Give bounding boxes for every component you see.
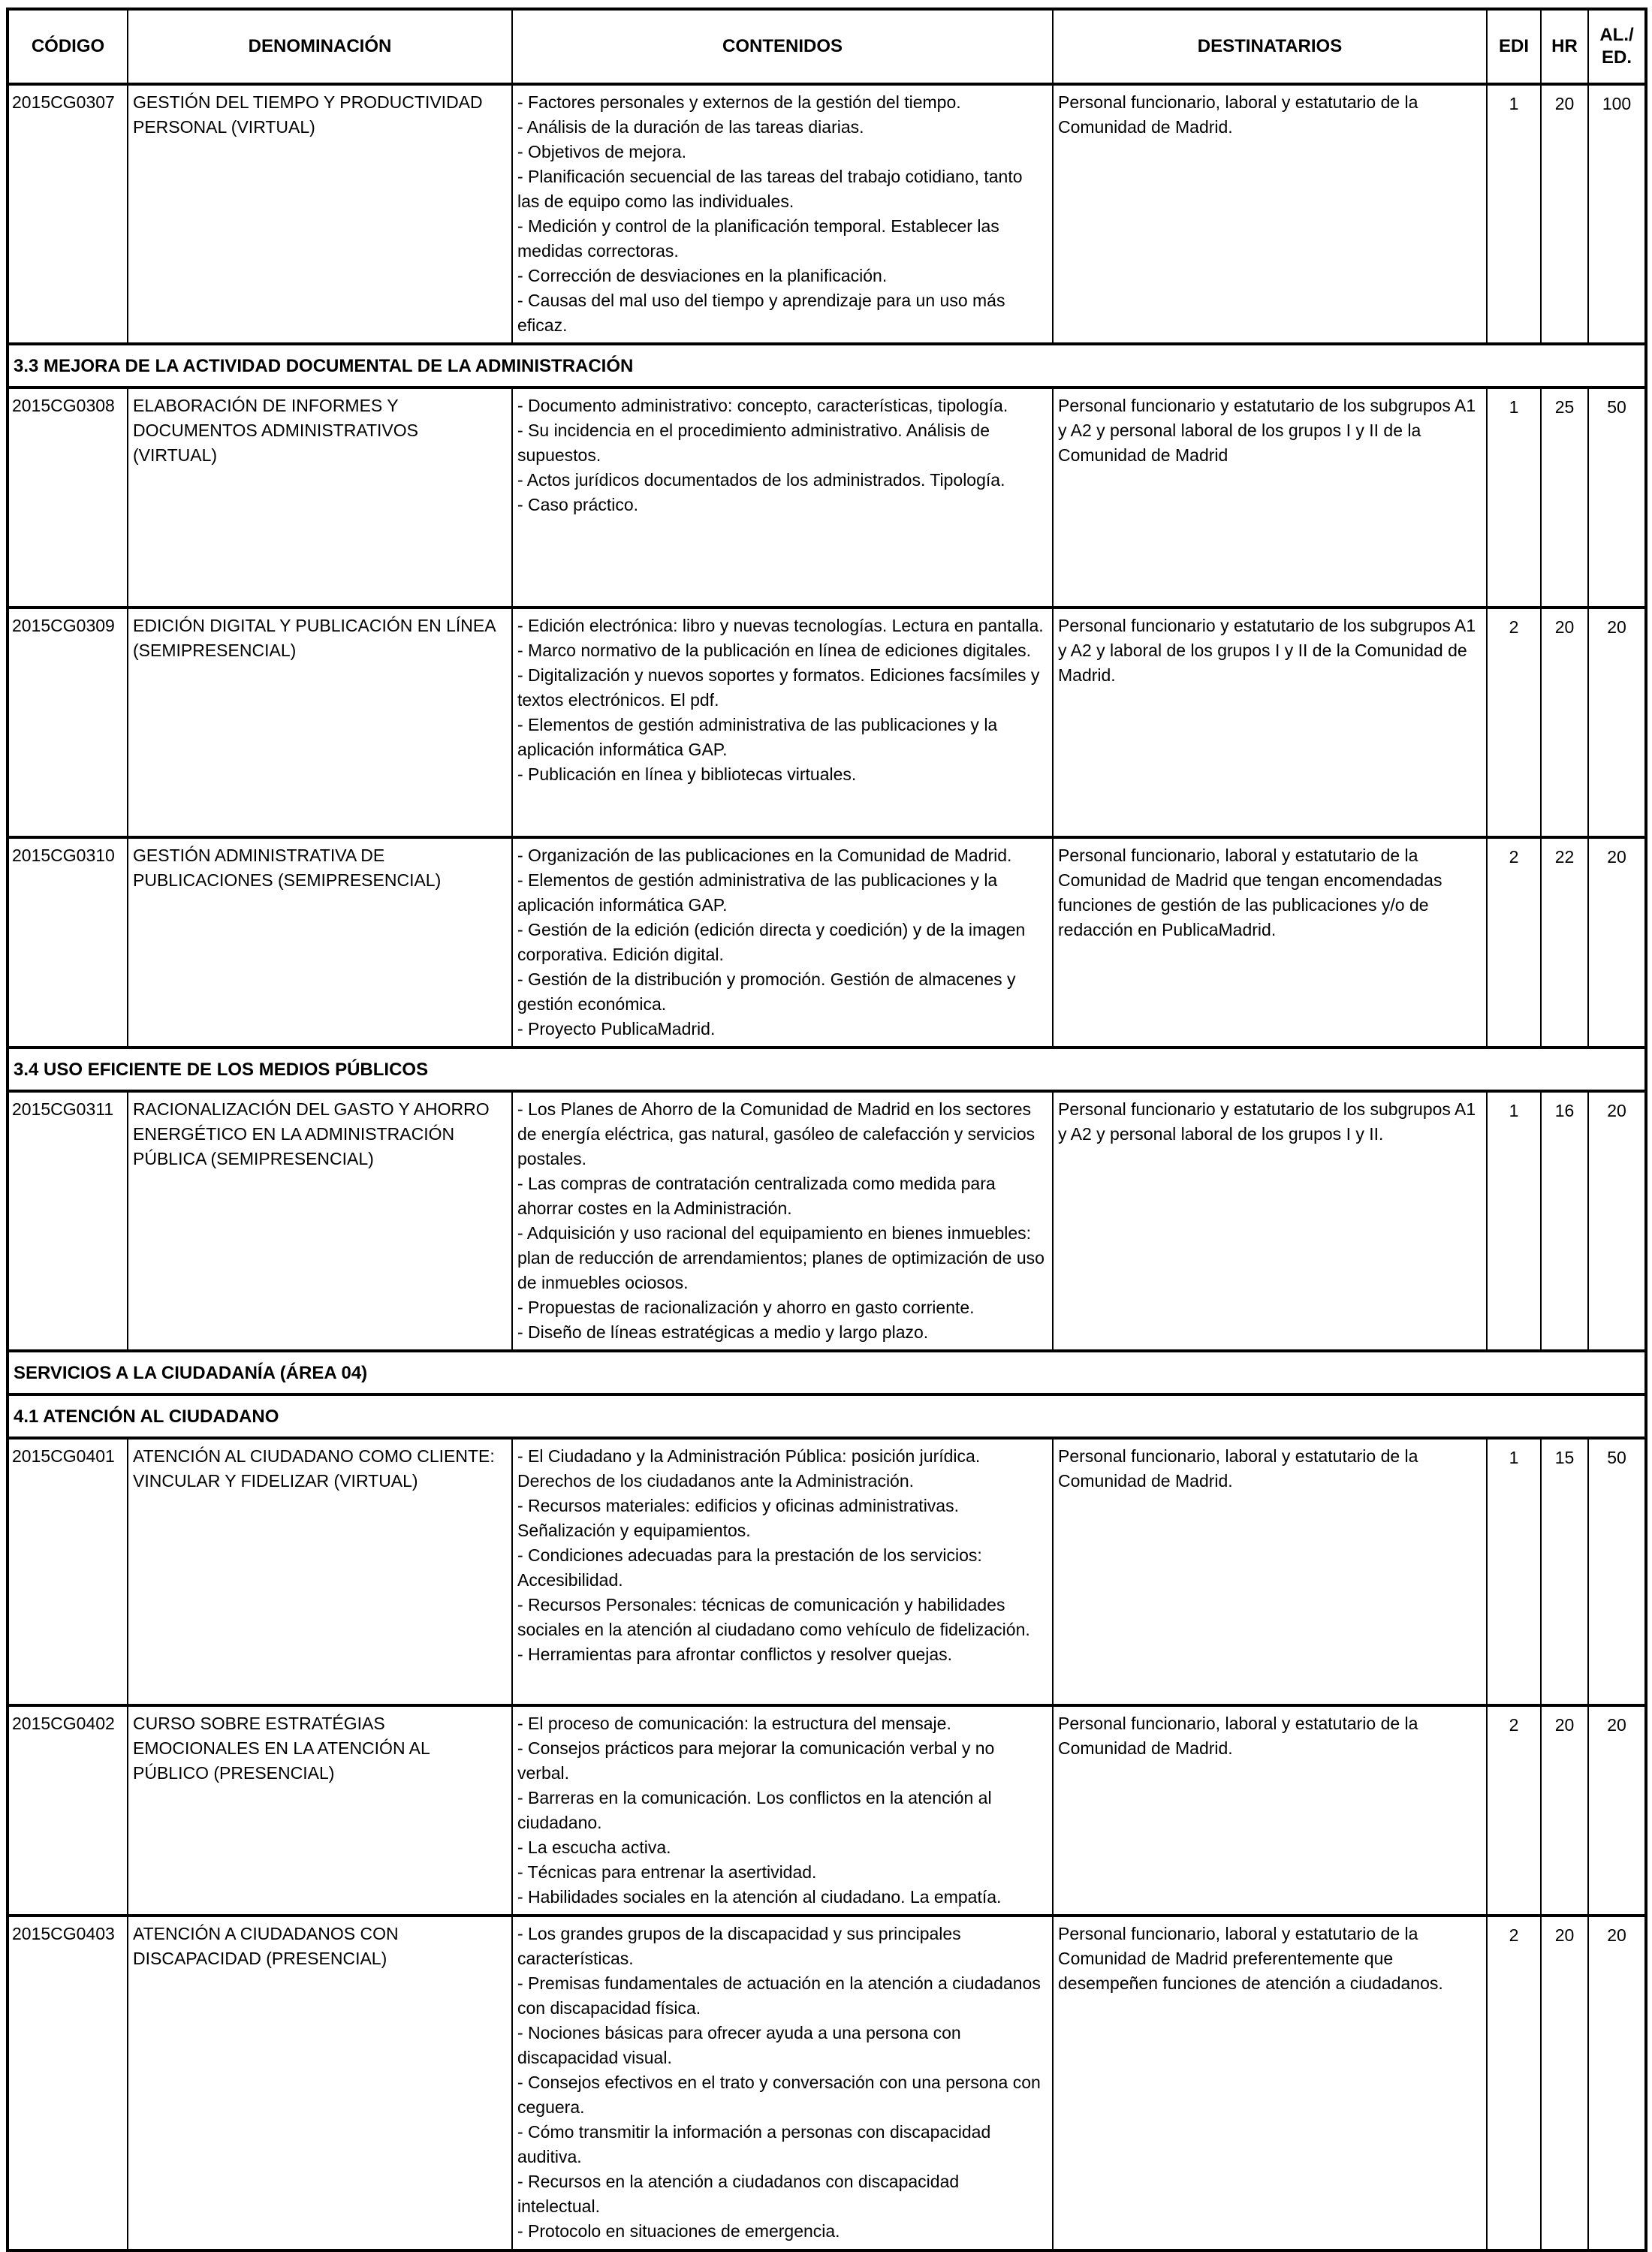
- section-row: [8, 1394, 1646, 1438]
- content-item: - El proceso de comunicación: la estructura del mensaje.: [517, 1714, 951, 1733]
- course-row: [8, 387, 1646, 607]
- content-item: - Factores personales y externos de la gestión del tiempo.: [517, 92, 961, 112]
- header-cell-al-ed: AL./ ED.: [1588, 9, 1646, 84]
- course-contents: [512, 1438, 1053, 1705]
- course-al-ed: 20: [1588, 1091, 1646, 1351]
- course-title: GESTIÓN ADMINISTRATIVA DE PUBLICACIONES (SEMIPRESENCIAL): [128, 837, 512, 1048]
- course-edi: 2: [1487, 607, 1541, 837]
- course-contents: [512, 84, 1053, 344]
- course-hr: 20: [1541, 84, 1588, 344]
- course-code: 2015CG0403: [8, 1916, 128, 2250]
- course-edi: 1: [1487, 387, 1541, 607]
- section-row: [8, 1048, 1646, 1091]
- course-contents: [512, 1705, 1053, 1916]
- content-item: - Elementos de gestión administrativa de las publicaciones y la aplicación informática GAP.: [517, 870, 998, 915]
- section-title: 3.4 USO EFICIENTE DE LOS MEDIOS PÚBLICOS: [8, 1048, 1646, 1091]
- course-al-ed: 20: [1588, 607, 1646, 837]
- course-code: 2015CG0307: [8, 84, 128, 344]
- section-title: 4.1 ATENCIÓN AL CIUDADANO: [8, 1394, 1646, 1438]
- course-destinatarios: Personal funcionario, laboral y estatutario de la Comunidad de Madrid preferentemente que desempeñen funciones de atención a ciudadanos.: [1053, 1916, 1487, 2250]
- course-row: [8, 1705, 1646, 1916]
- content-item: - Nociones básicas para ofrecer ayuda a una persona con discapacidad visual.: [517, 2023, 961, 2067]
- course-contents: [512, 1091, 1053, 1351]
- content-item: - Proyecto PublicaMadrid.: [517, 1019, 716, 1039]
- course-al-ed: 20: [1588, 837, 1646, 1048]
- content-item: - Su incidencia en el procedimiento administrativo. Análisis de supuestos.: [517, 421, 990, 465]
- table-body: [8, 84, 1646, 2250]
- course-hr: 16: [1541, 1091, 1588, 1351]
- header-row: [8, 9, 1646, 84]
- course-hr: 20: [1541, 1705, 1588, 1916]
- course-hr: 25: [1541, 387, 1588, 607]
- content-item: - Gestión de la edición (edición directa y coedición) y de la imagen corporativa. Edición digital.: [517, 920, 1026, 964]
- content-item: - Condiciones adecuadas para la prestación de los servicios: Accesibilidad.: [517, 1545, 982, 1590]
- course-edi: 2: [1487, 1705, 1541, 1916]
- content-item: - Gestión de la distribución y promoción. Gestión de almacenes y gestión económica.: [517, 969, 1016, 1014]
- course-contents: [512, 837, 1053, 1048]
- course-destinatarios: Personal funcionario, laboral y estatutario de la Comunidad de Madrid.: [1053, 1438, 1487, 1705]
- course-code: 2015CG0311: [8, 1091, 128, 1351]
- content-item: - Organización de las publicaciones en la Comunidad de Madrid.: [517, 846, 1012, 865]
- content-item: - Caso práctico.: [517, 495, 639, 514]
- course-title: ELABORACIÓN DE INFORMES Y DOCUMENTOS ADMINISTRATIVOS (VIRTUAL): [128, 387, 512, 607]
- training-courses-table: [6, 8, 1647, 2252]
- content-item: - Recursos en la atención a ciudadanos con discapacidad intelectual.: [517, 2172, 960, 2216]
- course-title: ATENCIÓN AL CIUDADANO COMO CLIENTE: VINCULAR Y FIDELIZAR (VIRTUAL): [128, 1438, 512, 1705]
- content-item: - Protocolo en situaciones de emergencia.: [517, 2221, 840, 2241]
- content-item: - Causas del mal uso del tiempo y aprendizaje para un uso más eficaz.: [517, 291, 1005, 335]
- content-item: - La escucha activa.: [517, 1837, 671, 1857]
- table-header: [8, 9, 1646, 84]
- course-destinatarios: Personal funcionario y estatutario de los subgrupos A1 y A2 y personal laboral de los grupos I y II de la Comunidad de Madrid: [1053, 387, 1487, 607]
- course-destinatarios: Personal funcionario, laboral y estatutario de la Comunidad de Madrid.: [1053, 1705, 1487, 1916]
- course-row: [8, 837, 1646, 1048]
- header-cell-denominacion: DENOMINACIÓN: [128, 9, 512, 84]
- content-item: - Propuestas de racionalización y ahorro en gasto corriente.: [517, 1298, 975, 1317]
- content-item: - Elementos de gestión administrativa de las publicaciones y la aplicación informática GAP.: [517, 715, 998, 759]
- course-title: RACIONALIZACIÓN DEL GASTO Y AHORRO ENERGÉTICO EN LA ADMINISTRACIÓN PÚBLICA (SEMIPRESENCIAL): [128, 1091, 512, 1351]
- header-cell-codigo: CÓDIGO: [8, 9, 128, 84]
- content-item: - Premisas fundamentales de actuación en la atención a ciudadanos con discapacidad física.: [517, 1973, 1041, 2018]
- content-item: - Diseño de líneas estratégicas a medio y largo plazo.: [517, 1322, 929, 1342]
- course-row: [8, 1916, 1646, 2250]
- course-al-ed: 100: [1588, 84, 1646, 344]
- course-row: [8, 1438, 1646, 1705]
- content-item: - Objetivos de mejora.: [517, 142, 686, 161]
- course-al-ed: 20: [1588, 1705, 1646, 1916]
- course-edi: 1: [1487, 1438, 1541, 1705]
- header-cell-hr: HR: [1541, 9, 1588, 84]
- course-code: 2015CG0401: [8, 1438, 128, 1705]
- section-row: [8, 1351, 1646, 1394]
- content-item: - Consejos efectivos en el trato y conversación con una persona con ceguera.: [517, 2073, 1041, 2117]
- content-item: - Digitalización y nuevos soportes y formatos. Ediciones facsímiles y textos electrónicos. El pdf.: [517, 665, 1040, 710]
- course-row: [8, 607, 1646, 837]
- course-title: CURSO SOBRE ESTRATÉGIAS EMOCIONALES EN LA ATENCIÓN AL PÚBLICO (PRESENCIAL): [128, 1705, 512, 1916]
- content-item: - El Ciudadano y la Administración Pública: posición jurídica. Derechos de los ciudadanos ante la Administración.: [517, 1446, 981, 1491]
- course-edi: 1: [1487, 84, 1541, 344]
- header-cell-contenidos: CONTENIDOS: [512, 9, 1053, 84]
- content-item: - Análisis de la duración de las tareas diarias.: [517, 117, 864, 137]
- content-item: - Los grandes grupos de la discapacidad y sus principales características.: [517, 1924, 961, 1968]
- header-cell-destinatarios: DESTINATARIOS: [1053, 9, 1487, 84]
- course-code: 2015CG0402: [8, 1705, 128, 1916]
- content-item: - Recursos Personales: técnicas de comunicación y habilidades sociales en la atención al ciudadano como vehículo de fidelización.: [517, 1595, 1030, 1639]
- course-code: 2015CG0309: [8, 607, 128, 837]
- course-hr: 20: [1541, 1916, 1588, 2250]
- course-row: [8, 84, 1646, 344]
- section-title: SERVICIOS A LA CIUDADANÍA (ÁREA 04): [8, 1351, 1646, 1394]
- course-title: ATENCIÓN A CIUDADANOS CON DISCAPACIDAD (PRESENCIAL): [128, 1916, 512, 2250]
- content-item: - Actos jurídicos documentados de los administrados. Tipología.: [517, 470, 1005, 490]
- course-edi: 1: [1487, 1091, 1541, 1351]
- course-code: 2015CG0310: [8, 837, 128, 1048]
- course-destinatarios: Personal funcionario, laboral y estatutario de la Comunidad de Madrid.: [1053, 84, 1487, 344]
- content-item: - Técnicas para entrenar la asertividad.: [517, 1862, 817, 1882]
- course-edi: 2: [1487, 1916, 1541, 2250]
- course-edi: 2: [1487, 837, 1541, 1048]
- content-item: - Marco normativo de la publicación en línea de ediciones digitales.: [517, 641, 1032, 660]
- course-code: 2015CG0308: [8, 387, 128, 607]
- course-destinatarios: Personal funcionario, laboral y estatutario de la Comunidad de Madrid que tengan encomendadas funciones de gestión de las publicaciones y/o de redacción en PublicaMadrid.: [1053, 837, 1487, 1048]
- course-contents: [512, 607, 1053, 837]
- content-item: - Documento administrativo: concepto, características, tipología.: [517, 396, 1008, 415]
- course-hr: 22: [1541, 837, 1588, 1048]
- course-al-ed: 50: [1588, 387, 1646, 607]
- course-title: EDICIÓN DIGITAL Y PUBLICACIÓN EN LÍNEA (SEMIPRESENCIAL): [128, 607, 512, 837]
- content-item: - Medición y control de la planificación temporal. Establecer las medidas correctoras.: [517, 216, 999, 261]
- content-item: - Corrección de desviaciones en la planificación.: [517, 266, 888, 285]
- course-destinatarios: Personal funcionario y estatutario de los subgrupos A1 y A2 y laboral de los grupos I y II de la Comunidad de Madrid.: [1053, 607, 1487, 837]
- content-item: - Los Planes de Ahorro de la Comunidad de Madrid en los sectores de energía eléctrica, gas natural, gasóleo de calefacción y servicios postales.: [517, 1099, 1036, 1168]
- course-al-ed: 50: [1588, 1438, 1646, 1705]
- content-item: - Barreras en la comunicación. Los conflictos en la atención al ciudadano.: [517, 1788, 992, 1832]
- course-row: [8, 1091, 1646, 1351]
- content-item: - Adquisición y uso racional del equipamiento en bienes inmuebles: plan de reducción de arrendamientos; planes de optimización de uso de inmuebles ociosos.: [517, 1223, 1045, 1292]
- content-item: - Cómo transmitir la información a personas con discapacidad auditiva.: [517, 2122, 991, 2166]
- course-destinatarios: Personal funcionario y estatutario de los subgrupos A1 y A2 y personal laboral de los grupos I y II.: [1053, 1091, 1487, 1351]
- content-item: - Las compras de contratación centralizada como medida para ahorrar costes en la Administración.: [517, 1174, 996, 1218]
- content-item: - Herramientas para afrontar conflictos y resolver quejas.: [517, 1645, 953, 1664]
- course-al-ed: 20: [1588, 1916, 1646, 2250]
- content-item: - Edición electrónica: libro y nuevas tecnologías. Lectura en pantalla.: [517, 616, 1044, 635]
- content-item: - Planificación secuencial de las tareas del trabajo cotidiano, tanto las de equipo como las individuales.: [517, 167, 1023, 211]
- course-hr: 20: [1541, 607, 1588, 837]
- content-item: - Habilidades sociales en la atención al ciudadano. La empatía.: [517, 1887, 1002, 1907]
- section-title: 3.3 MEJORA DE LA ACTIVIDAD DOCUMENTAL DE LA ADMINISTRACIÓN: [8, 344, 1646, 387]
- section-row: [8, 344, 1646, 387]
- course-hr: 15: [1541, 1438, 1588, 1705]
- course-contents: [512, 387, 1053, 607]
- content-item: - Recursos materiales: edificios y oficinas administrativas. Señalización y equipamientos.: [517, 1496, 959, 1540]
- course-contents: [512, 1916, 1053, 2250]
- content-item: - Publicación en línea y bibliotecas virtuales.: [517, 764, 857, 784]
- header-cell-edi: EDI: [1487, 9, 1541, 84]
- course-title: GESTIÓN DEL TIEMPO Y PRODUCTIVIDAD PERSONAL (VIRTUAL): [128, 84, 512, 344]
- content-item: - Consejos prácticos para mejorar la comunicación verbal y no verbal.: [517, 1738, 995, 1783]
